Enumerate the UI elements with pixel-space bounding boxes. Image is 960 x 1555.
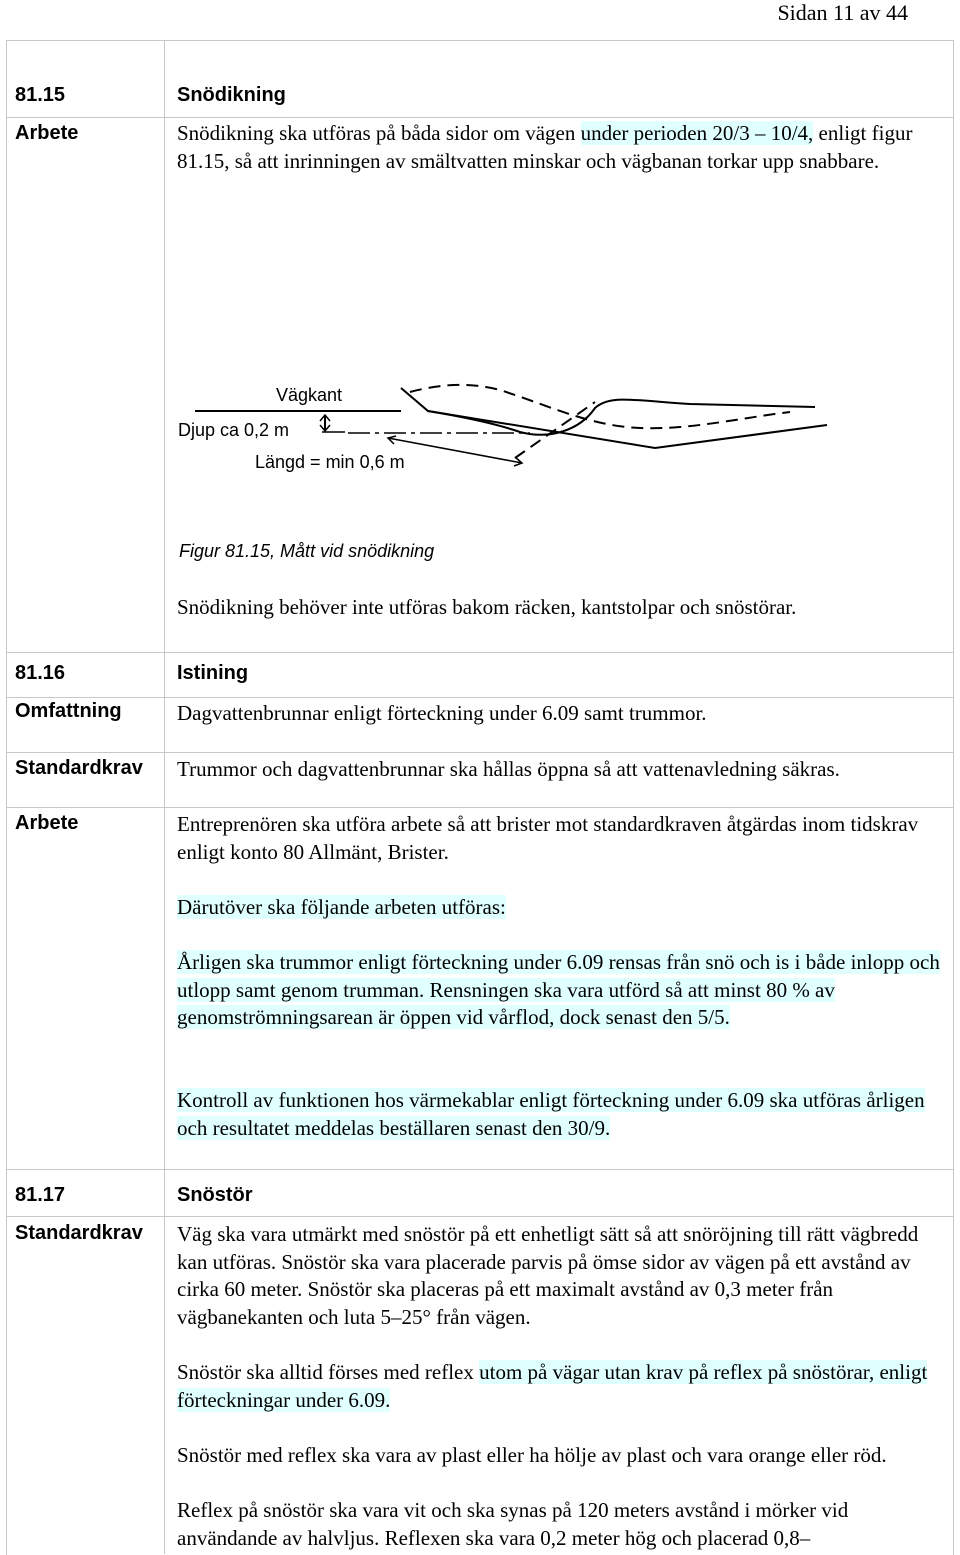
row-divider <box>6 697 953 698</box>
row-divider <box>6 807 953 808</box>
paragraph-istining-varmekablar <box>177 1087 949 1142</box>
highlighted-text: under perioden 20/3 – 10/4, <box>580 121 814 145</box>
depth-arrow <box>320 415 345 432</box>
highlighted-text: Därutöver ska följande arbeten utföras: <box>177 895 506 919</box>
section-title-snodikning: Snödikning <box>177 84 286 106</box>
paragraph-snodikning-exception: Snödikning behöver inte utföras bakom räcken, kantstolpar och snöstörar. <box>177 595 797 619</box>
label-arbete-81-15: Arbete <box>15 122 79 144</box>
row-divider <box>6 117 953 118</box>
length-arrow <box>388 436 522 466</box>
section-title-snostor: Snöstör <box>177 1184 253 1206</box>
paragraph-snostor-material: Snöstör med reflex ska vara av plast eller ha hölje av plast och vara orange eller röd. <box>177 1443 887 1467</box>
label-langd: Längd = min 0,6 m <box>255 452 405 472</box>
snow-surface-line <box>428 400 815 435</box>
row-divider <box>6 1169 953 1170</box>
section-number-81-15: 81.15 <box>15 84 66 106</box>
section-title-istining: Istining <box>177 662 249 684</box>
label-arbete-81-16: Arbete <box>15 812 79 834</box>
paragraph-istining-trummor <box>177 949 949 1032</box>
highlighted-text: Kontroll av funktionen hos värmekablar enligt förteckning under 6.09 ska utföras årligen och resultatet meddelas beställaren senast den 30/9. <box>177 1088 925 1140</box>
row-divider <box>6 652 953 653</box>
figure-caption: Figur 81.15, Mått vid snödikning <box>179 541 435 561</box>
paragraph-istining-arbete: Entreprenören ska utföra arbete så att brister mot standardkraven åtgärdas inom tidskrav enligt konto 80 Allmänt, Brister. <box>177 812 919 864</box>
paragraph-snostor-utmarkning: Väg ska vara utmärkt med snöstör på ett enhetligt sätt så att snöröjning till rätt vägbredd kan utföras. Snöstör ska vara placerade parvis på ömse sidor av vägen på ett avstånd av cirka 60 meter. Snöstör ska placeras på ett maximalt avstånd av 0,3 meter från vägbanekanten och luta 5–25° från vägen. <box>177 1222 919 1329</box>
row-divider <box>6 752 953 753</box>
label-standardkrav-81-16: Standardkrav <box>15 757 143 779</box>
text-fragment: Snödikning ska utföras på båda sidor om vägen <box>177 121 581 145</box>
label-vagkant: Vägkant <box>276 385 343 405</box>
text-omfattning: Dagvattenbrunnar enligt förteckning under 6.09 samt trummor. <box>177 701 707 725</box>
section-number-81-16: 81.16 <box>15 662 66 684</box>
section-number-81-17: 81.17 <box>15 1184 66 1206</box>
snow-cut-dashed-line <box>410 385 790 458</box>
highlighted-text: Årligen ska trummor enligt förteckning under 6.09 rensas från snö och is i både inlopp och utlopp samt genom trumman. Rensningen ska vara utförd så att minst 80 % av genomströmningsarean är öppen vid vårflod, dock senast den 5/5. <box>177 950 940 1029</box>
label-standardkrav-81-17: Standardkrav <box>15 1222 143 1244</box>
column-divider <box>164 40 165 1554</box>
label-omfattning: Omfattning <box>15 700 122 722</box>
paragraph-snodikning-intro <box>177 120 949 175</box>
paragraph-istining-additional <box>177 894 949 922</box>
row-divider <box>6 1216 953 1217</box>
paragraph-snostor-reflex <box>177 1359 949 1414</box>
text-fragment: Snöstör ska alltid förses med reflex <box>177 1360 480 1384</box>
page-number: Sidan 11 av 44 <box>777 0 908 25</box>
text-standardkrav-81-16: Trummor och dagvattenbrunnar ska hållas öppna så att vattenavledning säkras. <box>177 757 840 781</box>
label-djup: Djup ca 0,2 m <box>178 420 290 440</box>
highlighted-text: utom på vägar utan krav på reflex på snöstörar, enligt förteckningar under 6.09. <box>177 1360 928 1412</box>
paragraph-snostor-reflex-synlighet: Reflex på snöstör ska vara vit och ska synas på 120 meters avstånd i mörker vid användande av halvljus. Reflexen ska vara 0,2 meter hög och placerad 0,8– <box>177 1498 849 1550</box>
text-fragment: enligt figur 81.15, så att inrinningen av smältvatten minskar och vägbanan torkar upp snabbare. <box>177 121 913 173</box>
